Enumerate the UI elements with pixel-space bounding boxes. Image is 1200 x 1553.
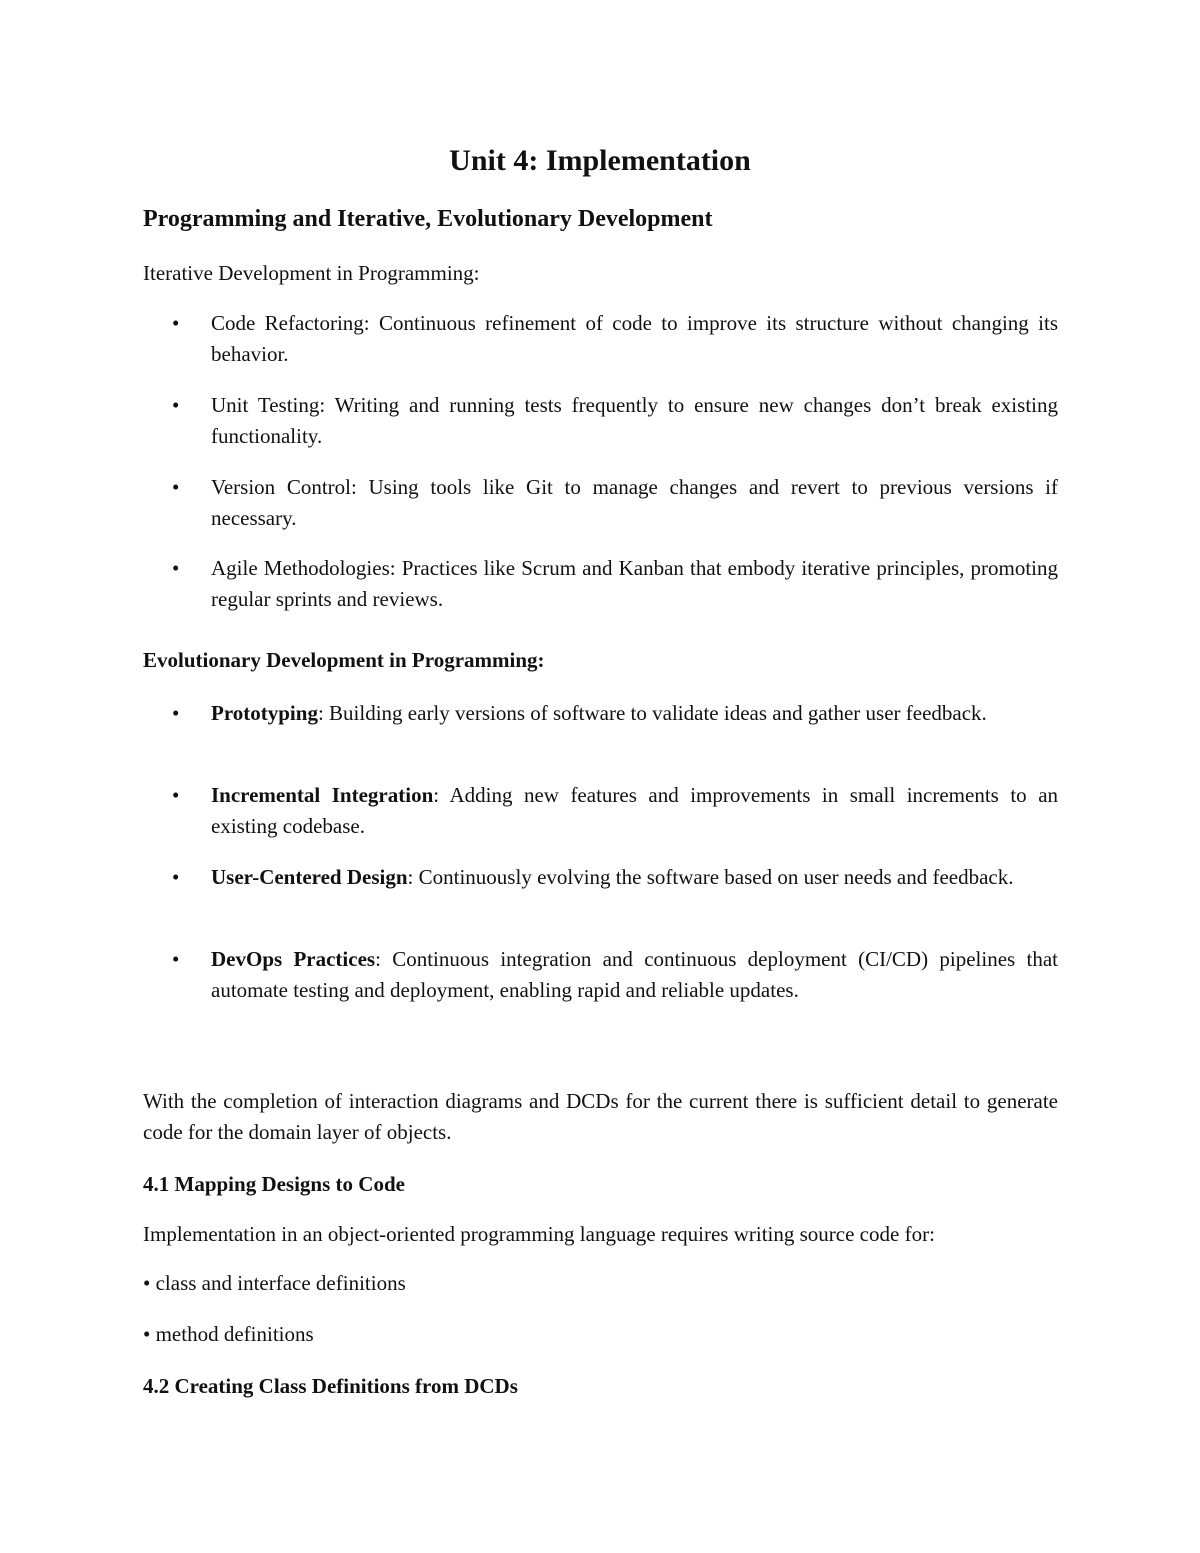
list-item-desc: : Building early versions of software to validate ideas and gather user feedback. [317, 701, 987, 725]
bullet-icon: • [172, 783, 180, 807]
section-4-2-heading: 4.2 Creating Class Definitions from DCDs [143, 1374, 518, 1398]
bullet-icon: • [172, 701, 180, 725]
bullet-icon: • [172, 393, 180, 417]
list-item-text [211, 944, 1058, 1006]
list-item-text [211, 780, 1058, 842]
bullet-icon: • [172, 311, 180, 335]
list-item-term: User-Centered Design [211, 865, 408, 889]
bullet-icon: • [172, 865, 180, 889]
evolutionary-heading: Evolutionary Development in Programming: [143, 648, 545, 672]
intro-paragraph: With the completion of interaction diagrams and DCDs for the current there is sufficient detail to generate code for the domain layer of objects. [143, 1089, 1058, 1144]
list-item-text [211, 698, 1058, 729]
bullet-icon: • [172, 947, 180, 971]
section-4-1-paragraph: Implementation in an object-oriented programming language requires writing source code for: [143, 1222, 935, 1246]
list-item-text: Version Control: Using tools like Git to manage changes and revert to previous versions if necessary. [211, 475, 1058, 530]
list-item: • class and interface definitions [143, 1271, 406, 1295]
section-4-1-heading: 4.1 Mapping Designs to Code [143, 1172, 405, 1196]
list-item-desc: : Continuously evolving the software based on user needs and feedback. [407, 865, 1014, 889]
bullet-icon: • [172, 556, 180, 580]
page-title: Unit 4: Implementation [449, 144, 751, 177]
list-item-desc: : Adding new features and improvements in small increments to an existing codebase. [211, 783, 1059, 838]
bullet-icon: • [172, 475, 180, 499]
list-item-term: DevOps Practices [211, 947, 376, 971]
list-item: • method definitions [143, 1322, 314, 1346]
list-item-text: Agile Methodologies: Practices like Scrum and Kanban that embody iterative principles, promoting regular sprints and reviews. [211, 556, 1058, 611]
list-item-desc: : Continuous integration and continuous deployment (CI/CD) pipelines that automate testing and deployment, enabling rapid and reliable updates. [211, 947, 1058, 1002]
list-item-text [211, 862, 1058, 893]
section-subtitle: Programming and Iterative, Evolutionary Development [143, 206, 713, 232]
list-item-term: Prototyping [211, 701, 318, 725]
list-item-text: Unit Testing: Writing and running tests frequently to ensure new changes don’t break existing functionality. [211, 393, 1058, 448]
iterative-heading: Iterative Development in Programming: [143, 261, 480, 285]
list-item-text: Code Refactoring: Continuous refinement of code to improve its structure without changing its behavior. [211, 311, 1058, 366]
list-item-term: Incremental Integration [211, 783, 434, 807]
